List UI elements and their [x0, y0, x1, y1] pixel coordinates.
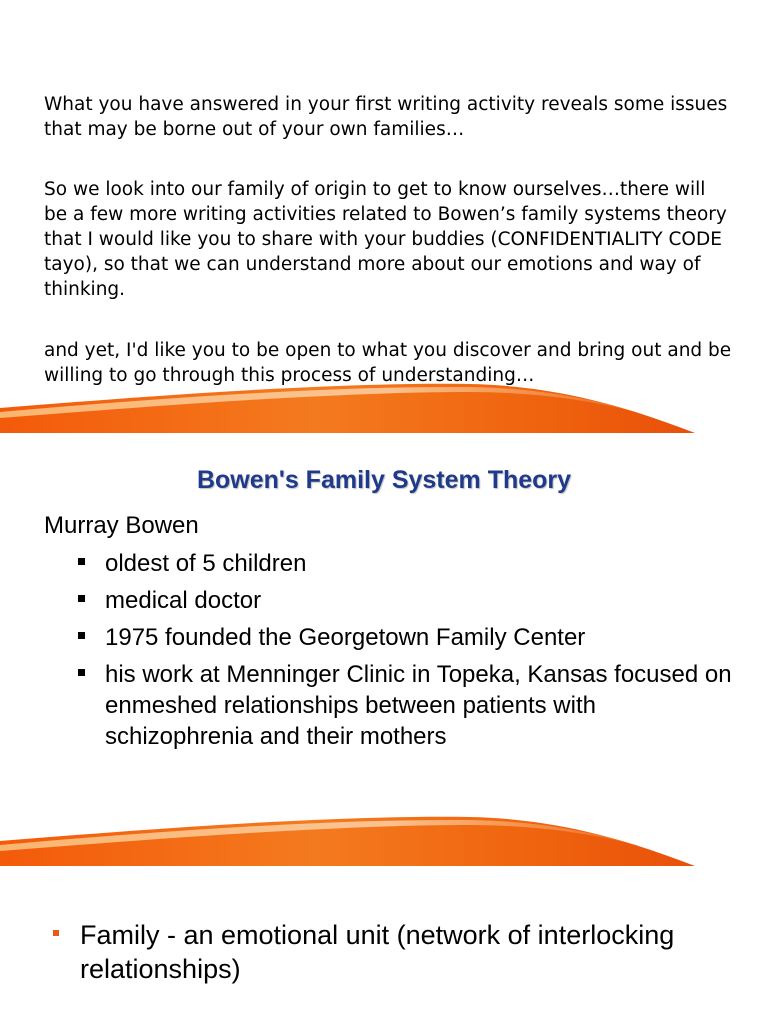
- list-item: [74, 548, 734, 579]
- intro-paragraph-3: and yet, I'd like you to be open to what you discover and bring out and be willing to go through this process of understanding…: [44, 340, 732, 386]
- orange-swoosh-decoration: [0, 811, 768, 867]
- bullet-list: [50, 918, 740, 986]
- list-item: [50, 918, 740, 986]
- list-item-text: oldest of 5 children: [105, 550, 307, 577]
- square-bullet-icon: [78, 669, 85, 676]
- list-item: [74, 659, 734, 752]
- slide-title: Bowen's Family System Theory: [196, 466, 572, 494]
- list-item-text: his work at Menninger Clinic in Topeka, Kansas focused on enmeshed relationships between patients with schizophrenia and their mothers: [105, 661, 732, 750]
- list-item: [74, 585, 734, 616]
- square-bullet-icon: [78, 558, 85, 565]
- square-bullet-icon: [78, 595, 85, 602]
- bullet-list: [74, 548, 734, 758]
- intro-paragraph-1: What you have answered in your first writing activity reveals some issues that may be borne out of your own families…: [44, 94, 728, 140]
- slide-subtitle: Murray Bowen: [44, 512, 199, 539]
- intro-paragraph-2: So we look into our family of origin to get to know ourselves…there will be a few more writing activities related to Bowen’s family systems theory that I would like you to share with your buddies (CONFIDENTIALITY CODE tayo), so that we can understand more about our emotions and way of thinking.: [44, 179, 727, 300]
- square-bullet-icon: [53, 930, 59, 936]
- list-item-text: medical doctor: [105, 587, 262, 614]
- square-bullet-icon: [78, 632, 85, 639]
- list-item: [74, 622, 734, 653]
- orange-swoosh-decoration: [0, 378, 768, 434]
- list-item-text: 1975 founded the Georgetown Family Center: [105, 624, 586, 651]
- list-item-text: Family - an emotional unit (network of interlocking relationships): [80, 920, 675, 984]
